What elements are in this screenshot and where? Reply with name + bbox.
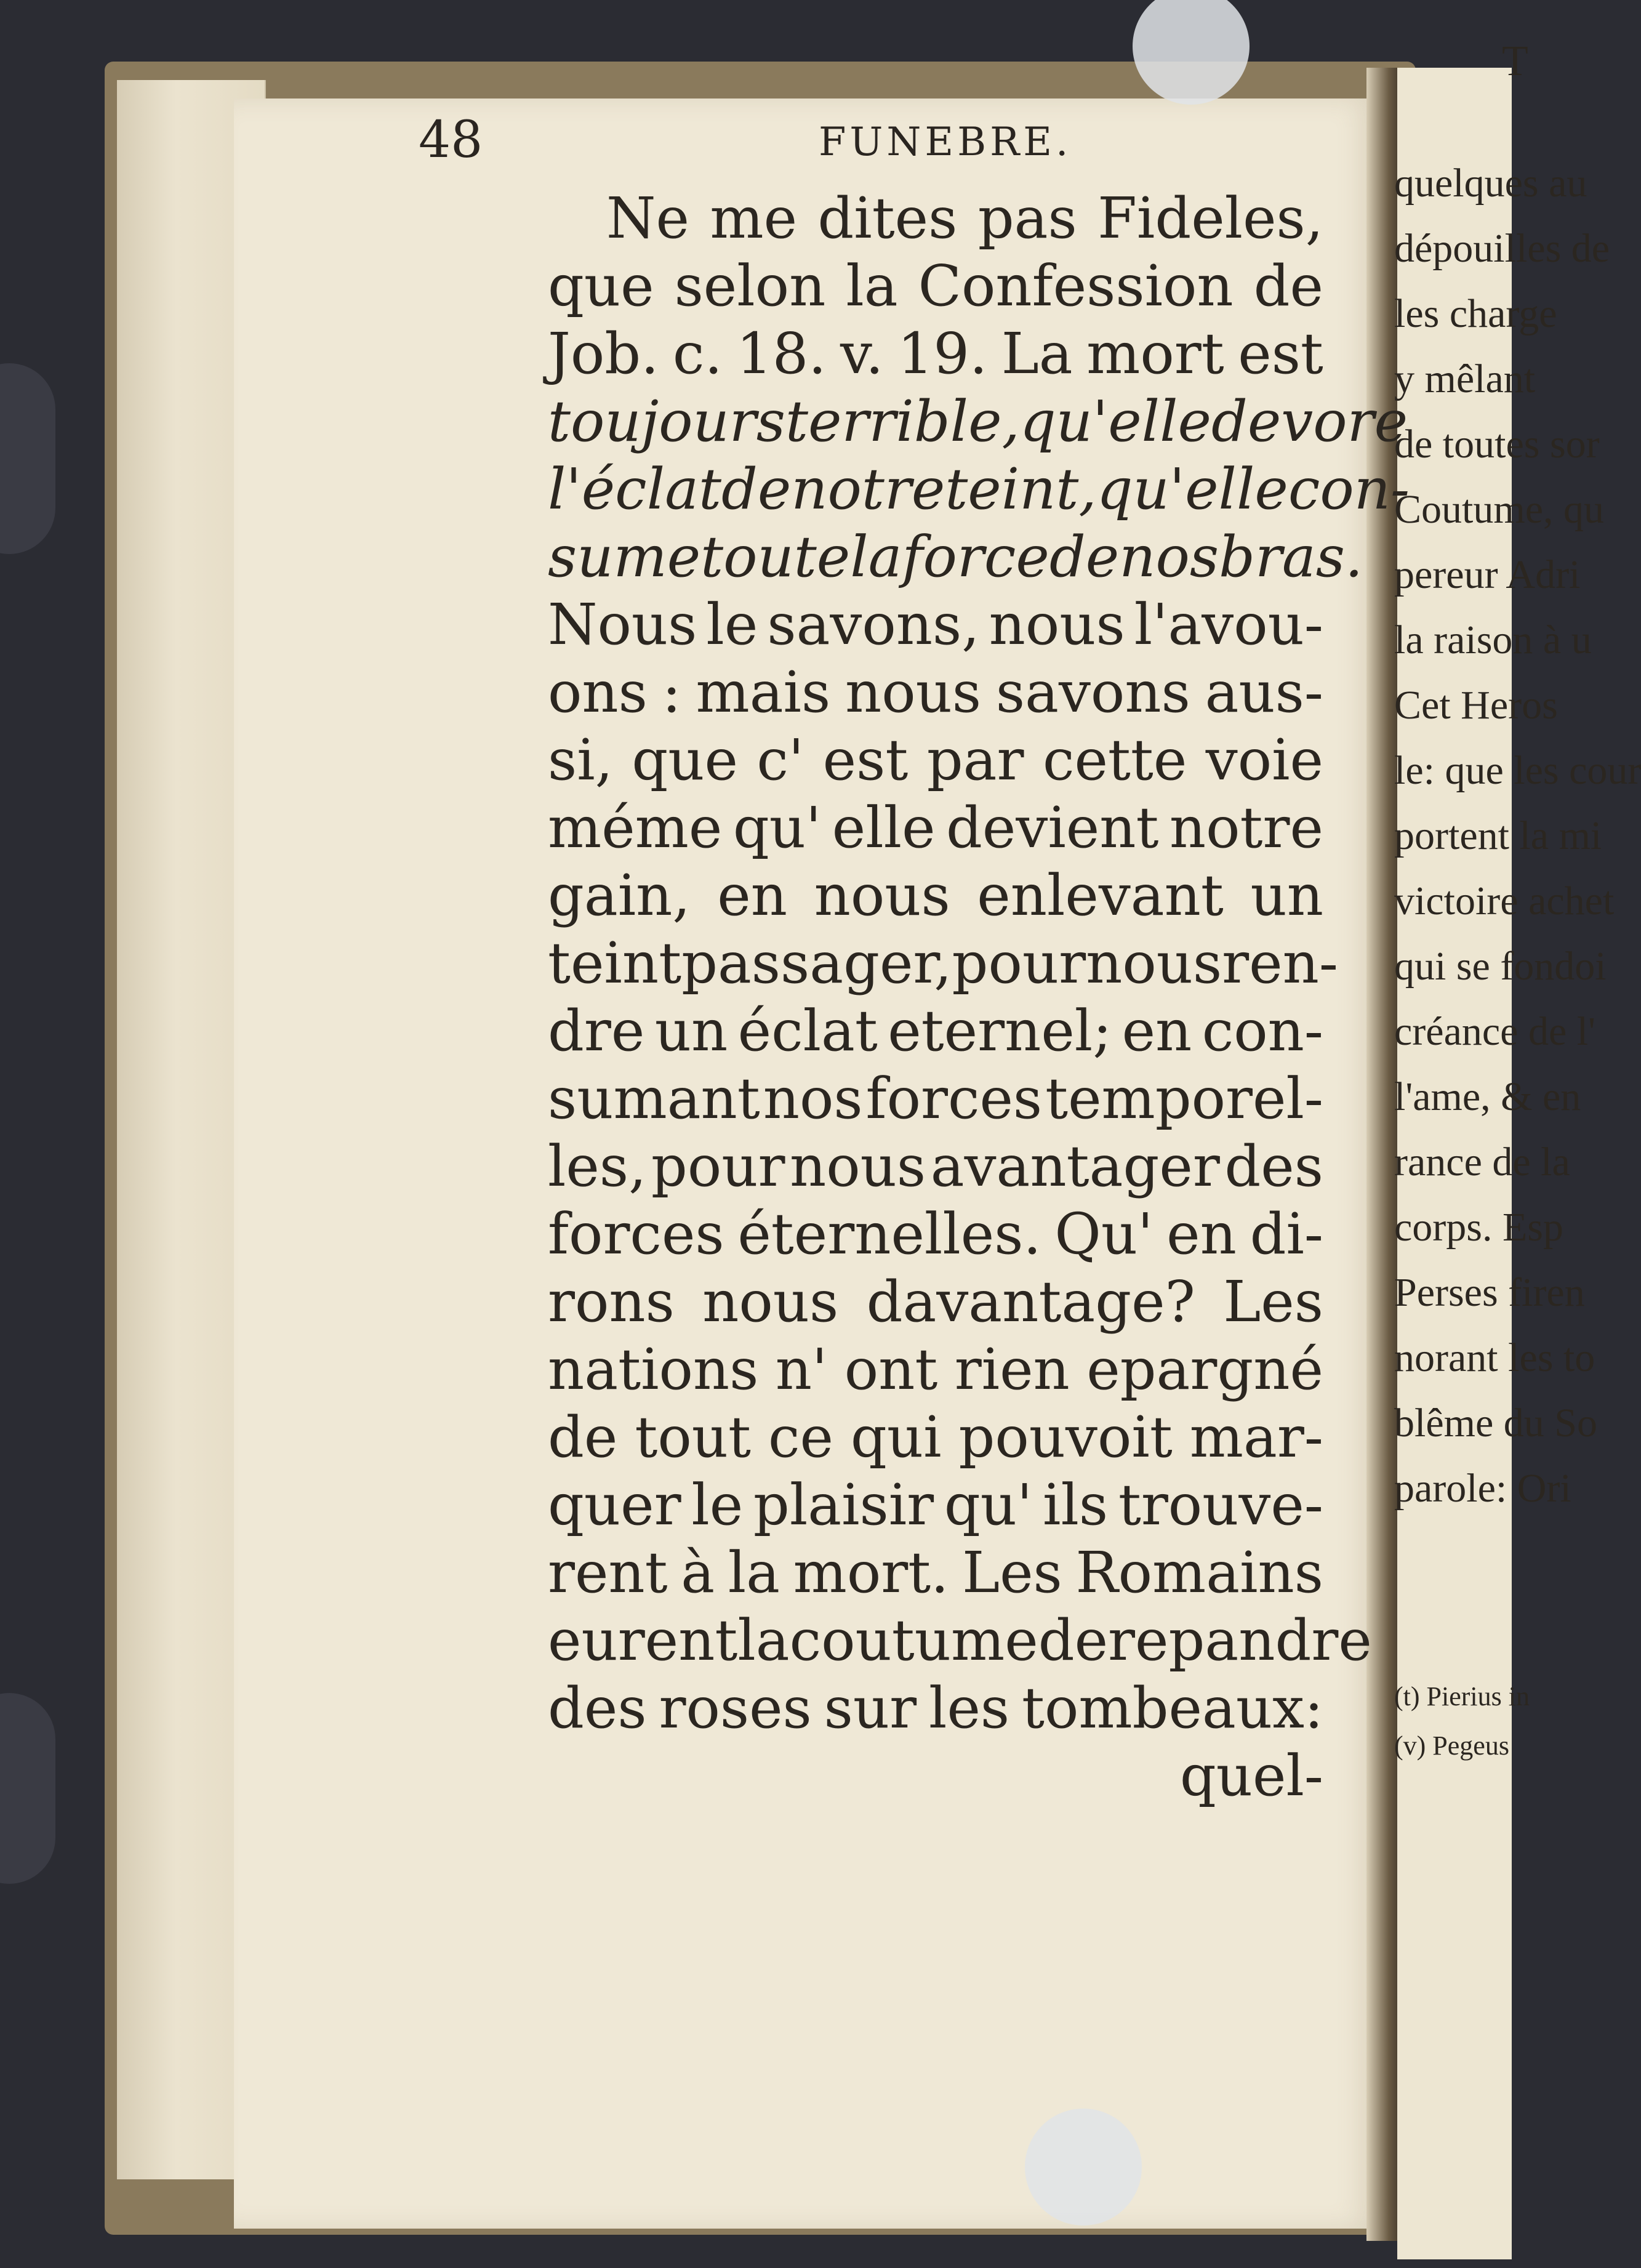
text-line: ons : mais nous savons aus- [548, 659, 1323, 725]
right-page-line: Perses firen [1394, 1270, 1585, 1315]
right-page-line: (v) Pegeus [1394, 1731, 1509, 1761]
right-page-line: Cet Heros [1394, 683, 1558, 728]
right-page-line: qui se fondoi [1394, 944, 1607, 989]
right-page-line: de toutes sor [1394, 422, 1600, 467]
right-page-letter: T [1502, 38, 1528, 85]
right-page-line: norant les to [1394, 1335, 1595, 1380]
text-line: si, que c' est par cette voie [548, 727, 1323, 793]
right-page-line: Coutume, qu [1394, 487, 1604, 532]
text-line: Ne me dites pas Fideles, [606, 185, 1323, 251]
right-page-line: l'ame, & en [1394, 1074, 1581, 1119]
right-page-line: créance de l' [1394, 1009, 1595, 1054]
text-line: Job. c. 18. v. 19. La mort est [548, 321, 1323, 387]
text-line: que selon la Confession de [548, 253, 1323, 319]
text-line: eurent la coutume de repandre [548, 1607, 1372, 1673]
right-page-line: les charge [1394, 291, 1557, 336]
text-line: nations n' ont rien epargné [548, 1337, 1323, 1402]
right-page-line: corps. Esp [1394, 1205, 1563, 1250]
right-page-line: portent la mi [1394, 813, 1602, 858]
page-clip-left-lower [0, 1693, 55, 1884]
text-line: dre un éclat eternel; en con- [548, 998, 1323, 1064]
right-page-line: victoire achet [1394, 879, 1615, 923]
text-line: Nous le savons, nous l'avou- [548, 592, 1323, 657]
text-line: forces éternelles. Qu' en di- [548, 1201, 1323, 1267]
page-clip-bottom [1025, 2109, 1142, 2226]
page-header [0, 111, 1512, 169]
right-page-line: rance de la [1394, 1140, 1570, 1184]
text-line: de tout ce qui pouvoit mar- [548, 1404, 1323, 1470]
right-page-line: la raison à u [1394, 617, 1592, 662]
page-clip-left-upper [0, 363, 55, 554]
text-line: sume toute la force de nos bras. [548, 524, 1363, 590]
right-page-line: y mêlant [1394, 356, 1536, 401]
right-page-line: dépouilles de [1394, 226, 1610, 271]
right-page-line: pereur Adri [1394, 552, 1581, 597]
right-page-line: quelques au [1394, 161, 1587, 206]
text-line: teint passager, pour nous ren- [548, 930, 1338, 996]
right-page-line: le: que les cour [1394, 748, 1641, 793]
text-line: des roses sur les tombeaux: [548, 1675, 1323, 1741]
right-page-line: parole: Ori [1394, 1466, 1571, 1511]
text-line: l' éclat de notre teint, qu' elle con- [548, 456, 1410, 522]
text-line: méme qu' elle devient notre [548, 795, 1323, 861]
body-text [548, 185, 1410, 1810]
text-line: rent à la mort. Les Romains [548, 1540, 1323, 1606]
text-line: toujours terrible, qu' elle devore [548, 388, 1408, 454]
right-page-line: blême du So [1394, 1401, 1597, 1446]
text-line: gain, en nous enlevant un [548, 863, 1323, 928]
text-line: les, pour nous avantager des [548, 1133, 1323, 1199]
text-line: quel- [1179, 1743, 1323, 1809]
running-head: FUNEBRE. [819, 119, 1072, 165]
right-page-line: (t) Pierius in [1394, 1681, 1530, 1711]
text-line: quer le plaisir qu' ils trouve- [548, 1472, 1323, 1538]
text-line: rons nous davantage? Les [548, 1269, 1323, 1335]
page-number: 48 [419, 111, 483, 169]
text-line: sumant nos forces temporel- [548, 1066, 1323, 1132]
